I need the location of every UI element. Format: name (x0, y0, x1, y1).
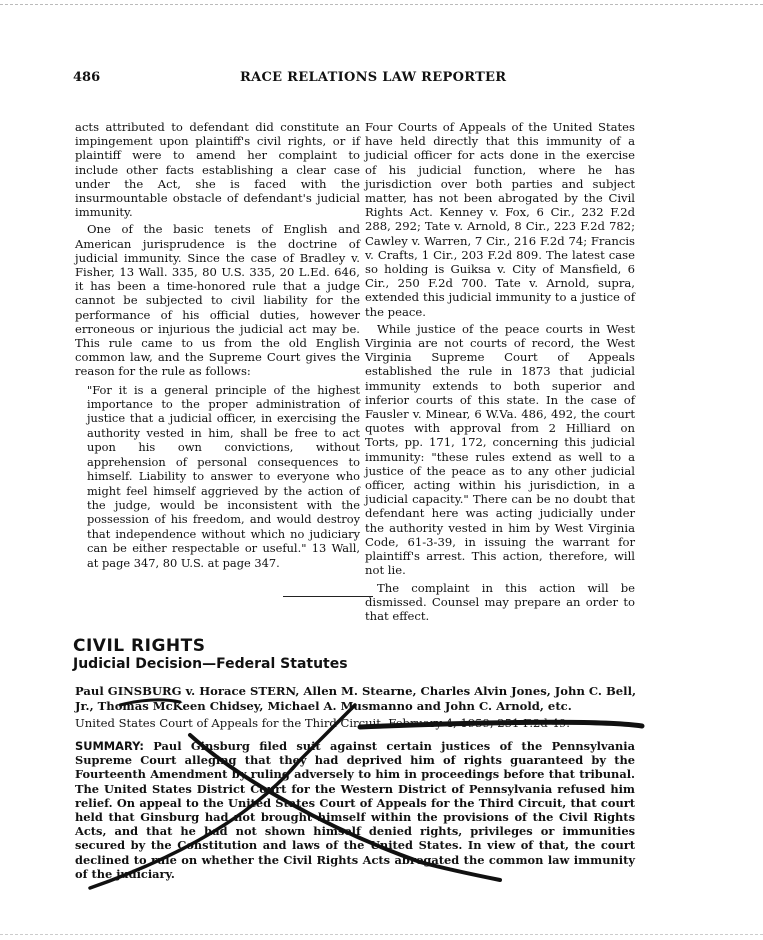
scan-border-top (0, 4, 763, 5)
paragraph: Four Courts of Appeals of the United States have held directly that this immunity of a judicial officer for acts done in the exercise of his judicial function, where he has jurisdiction over both parties and subject matter, has not been abrogated by the Civil Rights Act. Kenney v. Fox, 6 Cir., 232 F.2d 288, 292; Tate v. Arnold, 8 Cir., 223 F.2d 782; Cawley v. Warren, 7 Cir., 216 F.2d 74; Francis v. Crafts, 1 Cir., 203 F.2d 809. The latest case so holding is Guiksa v. City of Mansfield, 6 Cir., 250 F.2d 700. Tate v. Arnold, supra, extended this judicial immunity to a justice of the peace. (365, 120, 635, 319)
court-citation: United States Court of Appeals for the Third Circuit, February 4, 1959, 251 F.2d 49. (75, 716, 570, 730)
right-column (365, 120, 635, 626)
paragraph: acts attributed to defendant did constitute an impingement upon plaintiff's civil rights, or if plaintiff were to amend her complaint to include other facts establishing a clear case under the Act, she is faced with the insurmountable obstacle of defendant's judicial immunity. (75, 120, 360, 220)
paragraph: One of the basic tenets of English and American jurisprudence is the doctrine of judicial immunity. Since the case of Bradley v. Fisher, 13 Wall. 335, 80 U.S. 335, 20 L.Ed. 646, it has been a time-honored rule that a judge cannot be subjected to civil liability for the performance of his official duties, however erroneous or injurious the judicial act may be. This rule came to us from the old English common law, and the Supreme Court gives the reason for the rule as follows: (75, 222, 360, 379)
block-quote: "For it is a general principle of the highest importance to the proper administration of justice that a judicial officer, in exercising the authority vested in him, shall be free to act upon his own convictions, without apprehension of personal consequences to himself. Liability to answer to everyone who might feel himself aggrieved by the action of the judge, would be inconsistent with the possession of his freedom, and would destroy that independence without which no judiciary can be either respectable or useful." 13 Wall, at page 347, 80 U.S. at page 347. (87, 382, 360, 570)
case-summary (75, 739, 635, 881)
summary-label: SUMMARY: (75, 739, 144, 753)
summary-text: Paul Ginsburg filed suit against certain justices of the Pennsylvania Supreme Court alleging that they had deprived him of rights guaranteed by the Fourteenth Amendment by ruling adversely to him in proceedings before that tribunal. The United States District Court for the Western District of Pennsylvania refused him relief. On appeal to the United States Court of Appeals for the Third Circuit, that court held that Ginsburg had not brought himself within the provisions of the Civil Rights Acts, and that he had not shown himself denied rights, privileges or immunities secured by the Constitution and laws of the United States. In view of that, the court declined to rule on whether the Civil Rights Acts abrogated the common law immunity of the judiciary. (75, 739, 636, 881)
left-column (75, 120, 360, 574)
scan-border-bottom (0, 934, 763, 935)
page-number: 486 (73, 70, 101, 85)
case-parties: Paul GINSBURG v. Horace STERN, Allen M. Stearne, Charles Alvin Jones, John C. Bell, Jr., Thomas McKeen Chidsey, Michael A. Musmanno and John C. Arnold, etc. (75, 684, 637, 713)
section-title: CIVIL RIGHTS (73, 636, 206, 656)
paragraph: The complaint in this action will be dismissed. Counsel may prepare an order to that effect. (365, 580, 635, 623)
running-head: RACE RELATIONS LAW REPORTER (240, 70, 507, 85)
paragraph: While justice of the peace courts in West Virginia are not courts of record, the West Virginia Supreme Court of Appeals established the rule in 1873 that judicial immunity extends to both superior and inferior courts of this state. In the case of Fausler v. Minear, 6 W.Va. 486, 492, the court quotes with approval from 2 Hilliard on Torts, pp. 171, 172, concerning this judicial immunity: "these rules extend as well to a justice of the peace as to any other judicial officer, acting within his jurisdiction, in a judicial capacity." There can be no doubt that defendant here was acting judicially under the authority vested in him by West Virginia Code, 61-3-39, in issuing the warrant for plaintiff's arrest. This action, therefore, will not lie. (365, 321, 635, 578)
section-subtitle: Judicial Decision—Federal Statutes (73, 656, 348, 672)
section-divider (283, 596, 373, 597)
